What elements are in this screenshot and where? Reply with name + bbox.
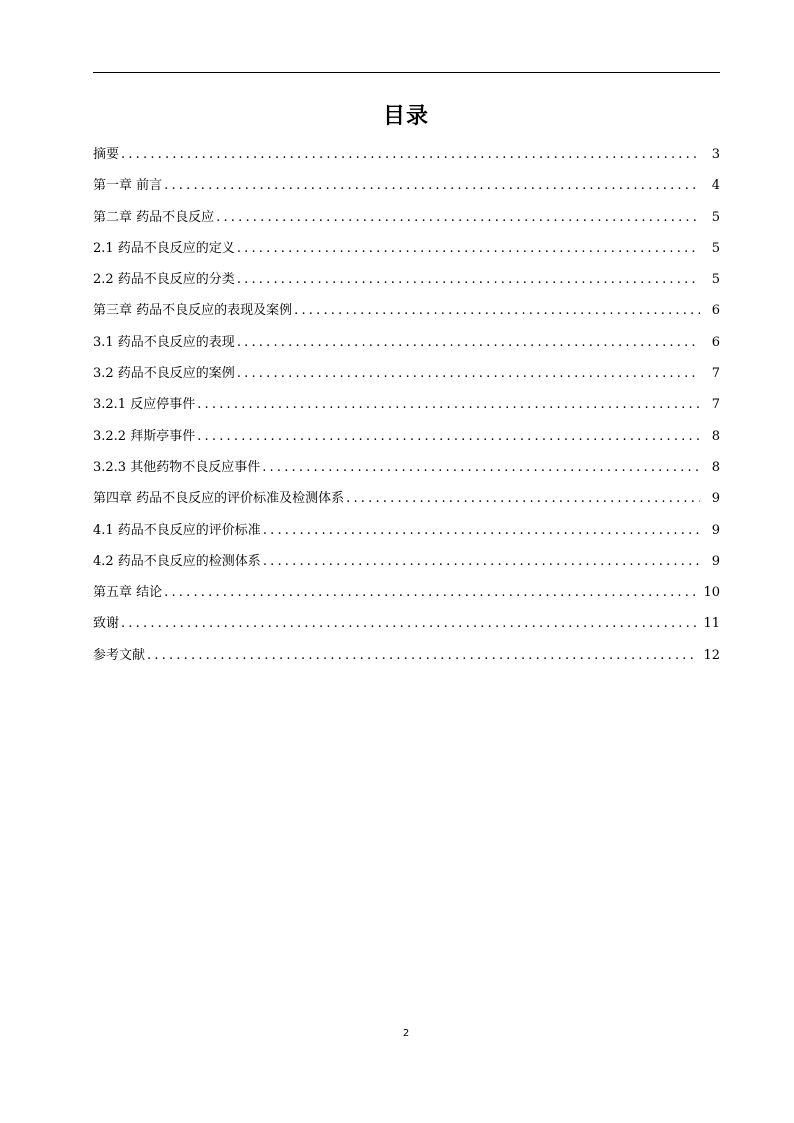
toc-leader-dots	[121, 608, 697, 639]
toc-leader-dots	[346, 483, 700, 514]
header-rule	[93, 72, 720, 73]
toc-leader-dots	[237, 358, 700, 389]
toc-leader-dots	[147, 640, 697, 671]
toc-entry-section-3-2[interactable]	[93, 358, 720, 389]
toc-entry-label: 第五章 结论	[93, 585, 163, 601]
toc-leader-dots	[262, 452, 700, 483]
toc-entry-label: 4.2 药品不良反应的检测体系	[93, 553, 261, 569]
toc-entry-label: 2.2 药品不良反应的分类	[93, 272, 235, 288]
toc-entry-label: 第三章 药品不良反应的表现及案例	[93, 303, 293, 319]
toc-entry-label: 参考文献	[93, 647, 146, 663]
toc-leader-dots	[164, 170, 700, 201]
toc-entry-label: 第一章 前言	[93, 178, 163, 194]
toc-entry-abstract[interactable]	[93, 139, 720, 170]
toc-entry-section-3-2-2[interactable]	[93, 421, 720, 452]
toc-entry-page: 9	[711, 553, 720, 569]
toc-leader-dots	[294, 295, 700, 326]
toc-entry-page: 12	[703, 647, 720, 663]
toc-title: 目录	[382, 104, 429, 129]
toc-entry-label: 4.1 药品不良反应的评价标准	[93, 522, 261, 538]
table-of-contents	[93, 139, 720, 671]
toc-leader-dots	[197, 421, 700, 452]
toc-entry-section-3-2-1[interactable]	[93, 389, 720, 420]
toc-leader-dots	[197, 389, 700, 420]
toc-entry-page: 9	[711, 491, 720, 507]
toc-entry-page: 5	[711, 272, 720, 288]
toc-leader-dots	[263, 515, 700, 546]
toc-entry-section-2-1[interactable]	[93, 233, 720, 264]
toc-entry-label: 3.2.2 拜斯亭事件	[93, 428, 196, 444]
toc-entry-references[interactable]	[93, 640, 720, 671]
toc-leader-dots	[263, 546, 700, 577]
toc-entry-page: 7	[711, 366, 720, 382]
toc-entry-page: 3	[711, 147, 720, 162]
toc-entry-chapter-4[interactable]	[93, 483, 720, 514]
toc-leader-dots	[164, 577, 697, 608]
toc-leader-dots	[121, 139, 700, 170]
toc-entry-section-2-2[interactable]	[93, 264, 720, 295]
toc-entry-page: 10	[703, 585, 720, 601]
toc-entry-label: 摘要	[93, 147, 120, 162]
toc-leader-dots	[237, 233, 700, 264]
toc-entry-chapter-3[interactable]	[93, 295, 720, 326]
toc-entry-page: 5	[711, 240, 720, 256]
toc-entry-page: 4	[711, 178, 720, 194]
page-number: 2	[402, 1028, 410, 1039]
toc-entry-section-3-2-3[interactable]	[93, 452, 720, 483]
toc-entry-acknowledgements[interactable]	[93, 608, 720, 639]
toc-entry-chapter-1[interactable]	[93, 170, 720, 201]
toc-entry-page: 6	[711, 303, 720, 319]
toc-entry-section-4-2[interactable]	[93, 546, 720, 577]
toc-entry-label: 3.2.1 反应停事件	[93, 397, 196, 413]
toc-entry-label: 第二章 药品不良反应	[93, 209, 215, 225]
toc-entry-page: 8	[711, 459, 720, 475]
toc-entry-label: 3.1 药品不良反应的表现	[93, 334, 235, 350]
toc-entry-chapter-5[interactable]	[93, 577, 720, 608]
toc-entry-label: 3.2.3 其他药物不良反应事件	[93, 459, 261, 475]
toc-entry-page: 9	[711, 522, 720, 538]
toc-leader-dots	[237, 264, 700, 295]
toc-leader-dots	[216, 202, 700, 233]
toc-entry-chapter-2[interactable]	[93, 202, 720, 233]
toc-entry-page: 11	[703, 616, 720, 632]
toc-entry-page: 7	[711, 397, 720, 413]
toc-entry-label: 3.2 药品不良反应的案例	[93, 366, 235, 382]
toc-leader-dots	[237, 327, 700, 358]
toc-entry-page: 6	[711, 334, 720, 350]
toc-entry-label: 2.1 药品不良反应的定义	[93, 240, 235, 256]
toc-entry-section-3-1[interactable]	[93, 327, 720, 358]
toc-entry-section-4-1[interactable]	[93, 515, 720, 546]
toc-entry-page: 5	[711, 209, 720, 225]
toc-entry-label: 致谢	[93, 616, 120, 632]
toc-entry-label: 第四章 药品不良反应的评价标准及检测体系	[93, 491, 345, 507]
toc-entry-page: 8	[711, 428, 720, 444]
